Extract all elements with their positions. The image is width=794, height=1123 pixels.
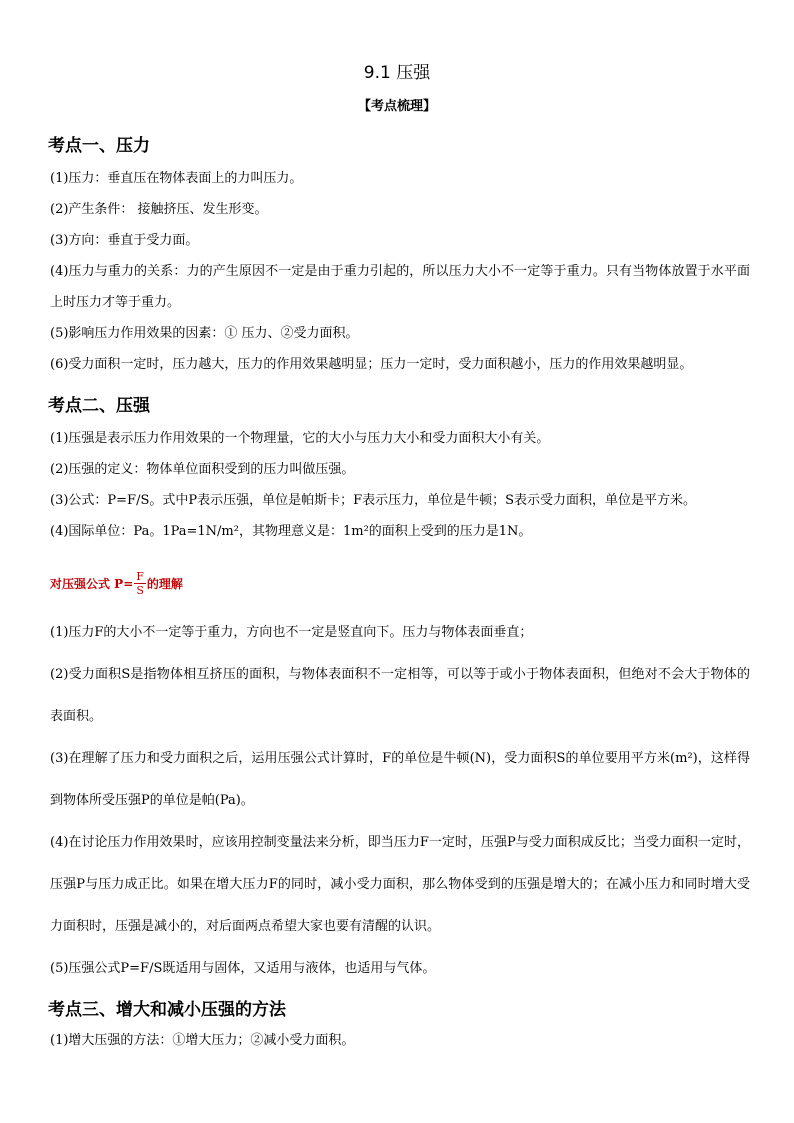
section1-item-5: (5)影响压力作用效果的因素：① 压力、②受力面积。 (50, 326, 359, 341)
understanding-item-1: (1)压力F的大小不一定等于重力，方向也不一定是竖直向下。压力与物体表面垂直； (50, 625, 533, 640)
page-title: 9.1 压强 (363, 63, 431, 83)
section1-item-4: (4)压力与重力的关系：力的产生原因不一定是由于重力引起的，所以压力大小不一定等于重力。只有当物体放置于水平面上时压力才等于重力。 (50, 264, 750, 310)
understanding-item-3: (3)在理解了压力和受力面积之后，运用压强公式计算时，F的单位是牛顿(N)，受力面积S的单位要用平方米(m²)，这样得到物体所受压强P的单位是帕(Pa)。 (50, 751, 750, 808)
formula-heading (50, 570, 183, 597)
section1-item-3: (3)方向：垂直于受力面。 (50, 233, 199, 248)
section2-item-3: (3)公式：P=F/S。式中P表示压强，单位是帕斯卡；F表示压力，单位是牛顿；S表示受力面积，单位是平方米。 (50, 493, 697, 508)
formula-prefix: 对压强公式 P= (50, 577, 134, 591)
section1-item-6: (6)受力面积一定时，压力越大，压力的作用效果越明显；压力一定时，受力面积越小，压力的作用效果越明显。 (50, 357, 693, 372)
section2-item-4: (4)国际单位：Pa。1Pa=1N/m²，其物理意义是：1m²的面积上受到的压力是1N。 (50, 524, 532, 539)
section2-item-1: (1)压强是表示压力作用效果的一个物理量，它的大小与压力大小和受力面积大小有关。 (50, 431, 550, 446)
section2-heading: 考点二、压强 (48, 396, 150, 416)
understanding-item-5: (5)压强公式P=F/S既适用与固体，又适用与液体，也适用与气体。 (50, 961, 436, 976)
section3-heading: 考点三、增大和减小压强的方法 (48, 1000, 286, 1020)
formula-numerator: F (136, 570, 144, 583)
page-subtitle: 【考点梳理】 (357, 99, 436, 114)
section1-item-1: (1)压力：垂直压在物体表面上的力叫压力。 (50, 171, 303, 186)
formula-denominator: S (136, 584, 144, 597)
section1-heading: 考点一、压力 (48, 136, 150, 156)
formula-suffix: 的理解 (146, 577, 183, 591)
understanding-item-2: (2)受力面积S是指物体相互挤压的面积，与物体表面积不一定相等，可以等于或小于物体表面积，但绝对不会大于物体的表面积。 (50, 667, 750, 724)
section2-item-2: (2)压强的定义：物体单位面积受到的压力叫做压强。 (50, 462, 355, 477)
understanding-item-4: (4)在讨论压力作用效果时，应该用控制变量法来分析，即当压力F一定时，压强P与受力面积成反比；当受力面积一定时，压强P与压力成正比。如果在增大压力F的同时，减小受力面积，那么物体受到的压强是增大的；在减小压力和同时增大受力面积时，压强是减小的，对后面两点希望大家也要有清醒的认识。 (50, 835, 750, 934)
formula-fraction (134, 570, 146, 597)
section1-item-2: (2)产生条件： 接触挤压、发生形变。 (50, 202, 268, 217)
section3-item-1: (1)增大压强的方法：①增大压力；②减小受力面积。 (50, 1033, 355, 1048)
